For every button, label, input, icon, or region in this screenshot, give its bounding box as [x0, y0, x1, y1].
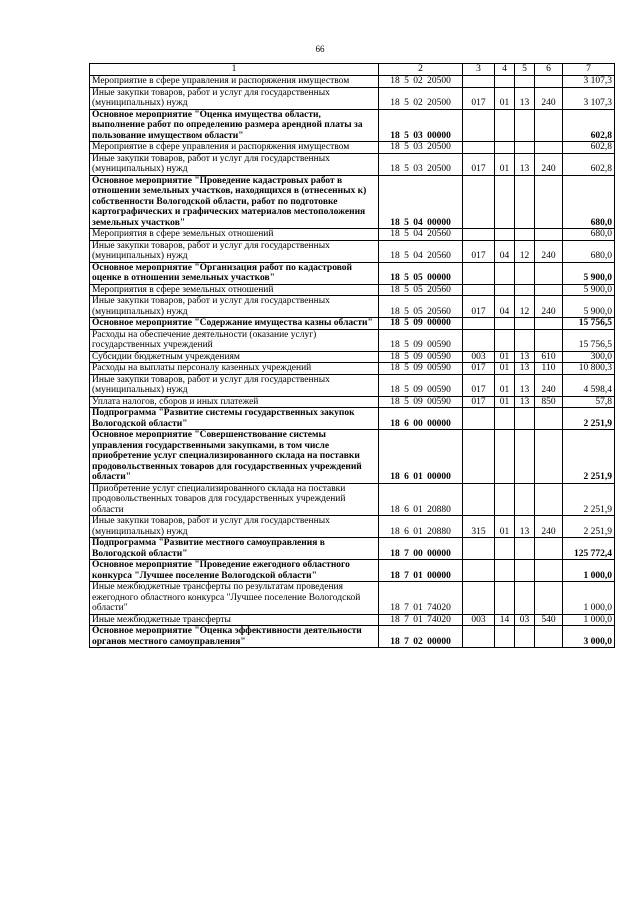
row-code-cell: 18 6 00 00000: [379, 408, 463, 430]
row-col5-cell: [515, 175, 535, 229]
row-col3-cell: 017: [463, 296, 495, 318]
row-name-cell: Приобретение услуг специализированного склада на поставки продовольственных товаров для государственных учреждений области: [90, 483, 379, 516]
row-col6-cell: [535, 408, 563, 430]
row-col5-cell: 12: [515, 240, 535, 262]
row-code-cell: 18 7 01 00000: [379, 560, 463, 582]
row-col3-cell: 315: [463, 516, 495, 538]
column-header: 4: [495, 64, 515, 76]
row-col3-cell: 017: [463, 153, 495, 175]
row-sum-cell: 15 756,5: [563, 329, 615, 351]
row-sum-cell: 15 756,5: [563, 318, 615, 330]
row-col6-cell: 240: [535, 296, 563, 318]
row-col5-cell: [515, 318, 535, 330]
row-name-cell: Основное мероприятие "Содержание имущества казны области": [90, 318, 379, 330]
row-col5-cell: 13: [515, 87, 535, 109]
row-sum-cell: 5 900,0: [563, 284, 615, 296]
table-row: [90, 175, 615, 229]
row-col3-cell: [463, 430, 495, 484]
row-col3-cell: 017: [463, 374, 495, 396]
row-col5-cell: 13: [515, 363, 535, 375]
row-col6-cell: [535, 229, 563, 241]
row-code-cell: 18 7 02 00000: [379, 626, 463, 648]
row-col5-cell: [515, 483, 535, 516]
row-col5-cell: [515, 329, 535, 351]
row-name-cell: Иные межбюджетные трансферты по результатам проведения ежегодного областного конкурса "Лучшее поселение Вологодской области": [90, 582, 379, 615]
row-col6-cell: [535, 430, 563, 484]
table-row: [90, 516, 615, 538]
row-name-cell: Мероприятия в сфере земельных отношений: [90, 229, 379, 241]
table-row: [90, 153, 615, 175]
row-code-cell: 18 5 03 20500: [379, 142, 463, 154]
row-sum-cell: 5 900,0: [563, 262, 615, 284]
row-sum-cell: 57,8: [563, 396, 615, 408]
row-col6-cell: [535, 582, 563, 615]
row-col3-cell: [463, 318, 495, 330]
row-sum-cell: 300,0: [563, 351, 615, 363]
row-code-cell: 18 7 01 74020: [379, 614, 463, 626]
budget-table: [89, 63, 615, 648]
table-row: [90, 374, 615, 396]
row-col6-cell: [535, 318, 563, 330]
table-row: [90, 614, 615, 626]
row-col6-cell: [535, 560, 563, 582]
column-header: 1: [90, 64, 379, 76]
row-col5-cell: 13: [515, 374, 535, 396]
row-col5-cell: [515, 284, 535, 296]
row-col4-cell: [495, 538, 515, 560]
row-name-cell: Основное мероприятие "Организация работ по кадастровой оценке в отношении земельных участков": [90, 262, 379, 284]
row-name-cell: Уплата налогов, сборов и иных платежей: [90, 396, 379, 408]
row-code-cell: 18 5 05 00000: [379, 262, 463, 284]
row-name-cell: Основное мероприятие "Проведение ежегодного областного конкурса "Лучшее поселение Вологодской области": [90, 560, 379, 582]
table-row: [90, 396, 615, 408]
table-body: [90, 76, 615, 648]
row-sum-cell: 3 107,3: [563, 76, 615, 88]
row-sum-cell: 125 772,4: [563, 538, 615, 560]
row-col3-cell: [463, 408, 495, 430]
row-col5-cell: [515, 229, 535, 241]
row-col4-cell: [495, 329, 515, 351]
row-col6-cell: 240: [535, 153, 563, 175]
row-name-cell: Иные закупки товаров, работ и услуг для государственных (муниципальных) нужд: [90, 240, 379, 262]
row-name-cell: Основное мероприятие "Проведение кадастровых работ в отношении земельных участков, находящихся в (отнесенных к) собственности Вологодской области, работ по подготовке картографических и графических материалов местоположения земельных участков": [90, 175, 379, 229]
row-col3-cell: [463, 560, 495, 582]
table-row: [90, 363, 615, 375]
row-col4-cell: [495, 626, 515, 648]
row-col5-cell: [515, 262, 535, 284]
row-code-cell: 18 5 02 20500: [379, 76, 463, 88]
table-row: [90, 430, 615, 484]
row-col5-cell: [515, 76, 535, 88]
table-row: [90, 626, 615, 648]
row-col3-cell: [463, 582, 495, 615]
row-code-cell: 18 5 09 00590: [379, 329, 463, 351]
row-code-cell: 18 5 03 20500: [379, 153, 463, 175]
row-sum-cell: 1 000,0: [563, 614, 615, 626]
row-code-cell: 18 5 09 00590: [379, 363, 463, 375]
table-row: [90, 76, 615, 88]
row-code-cell: 18 5 05 20560: [379, 296, 463, 318]
row-col4-cell: 01: [495, 87, 515, 109]
row-sum-cell: 602,8: [563, 142, 615, 154]
row-col4-cell: [495, 582, 515, 615]
row-col6-cell: [535, 626, 563, 648]
table-row: [90, 109, 615, 142]
row-col6-cell: 610: [535, 351, 563, 363]
row-sum-cell: 5 900,0: [563, 296, 615, 318]
table-row: [90, 329, 615, 351]
row-col6-cell: 540: [535, 614, 563, 626]
row-sum-cell: 2 251,9: [563, 408, 615, 430]
row-col5-cell: 12: [515, 296, 535, 318]
row-col4-cell: 04: [495, 240, 515, 262]
row-name-cell: Иные закупки товаров, работ и услуг для государственных (муниципальных) нужд: [90, 87, 379, 109]
table-row: [90, 560, 615, 582]
row-col3-cell: [463, 329, 495, 351]
row-col4-cell: [495, 430, 515, 484]
row-col6-cell: 240: [535, 374, 563, 396]
row-col6-cell: 110: [535, 363, 563, 375]
row-sum-cell: 2 251,9: [563, 430, 615, 484]
row-sum-cell: 3 000,0: [563, 626, 615, 648]
table-row: [90, 240, 615, 262]
row-sum-cell: 2 251,9: [563, 516, 615, 538]
row-col4-cell: [495, 284, 515, 296]
row-col4-cell: [495, 175, 515, 229]
row-col4-cell: [495, 262, 515, 284]
table-row: [90, 262, 615, 284]
row-sum-cell: 1 000,0: [563, 582, 615, 615]
row-col6-cell: [535, 76, 563, 88]
row-code-cell: 18 5 04 20560: [379, 240, 463, 262]
row-col5-cell: 13: [515, 351, 535, 363]
row-col6-cell: [535, 262, 563, 284]
row-col5-cell: [515, 430, 535, 484]
row-col4-cell: 01: [495, 516, 515, 538]
row-col3-cell: [463, 483, 495, 516]
table-row: [90, 538, 615, 560]
row-col3-cell: [463, 76, 495, 88]
row-sum-cell: 602,8: [563, 153, 615, 175]
row-col6-cell: [535, 284, 563, 296]
table-row: [90, 296, 615, 318]
row-code-cell: 18 5 05 20560: [379, 284, 463, 296]
row-col3-cell: 003: [463, 351, 495, 363]
row-name-cell: Основное мероприятие "Оценка имущества области, выполнение работ по определению размера арендной платы за пользование имуществом области": [90, 109, 379, 142]
row-col5-cell: [515, 142, 535, 154]
row-code-cell: 18 6 01 00000: [379, 430, 463, 484]
row-col3-cell: [463, 626, 495, 648]
table-header-row: [90, 64, 615, 76]
row-col4-cell: 01: [495, 153, 515, 175]
row-sum-cell: 602,8: [563, 109, 615, 142]
row-code-cell: 18 6 01 20880: [379, 483, 463, 516]
table-row: [90, 229, 615, 241]
row-col3-cell: [463, 175, 495, 229]
row-col6-cell: 240: [535, 516, 563, 538]
row-col5-cell: 13: [515, 153, 535, 175]
row-col4-cell: [495, 76, 515, 88]
table-row: [90, 142, 615, 154]
row-name-cell: Иные закупки товаров, работ и услуг для государственных (муниципальных) нужд: [90, 296, 379, 318]
table-row: [90, 87, 615, 109]
row-col6-cell: [535, 538, 563, 560]
row-col5-cell: [515, 560, 535, 582]
row-sum-cell: 3 107,3: [563, 87, 615, 109]
column-header: 3: [463, 64, 495, 76]
row-code-cell: 18 5 09 00000: [379, 318, 463, 330]
row-name-cell: Иные закупки товаров, работ и услуг для государственных (муниципальных) нужд: [90, 374, 379, 396]
row-col4-cell: [495, 109, 515, 142]
row-col5-cell: [515, 538, 535, 560]
row-col3-cell: [463, 284, 495, 296]
row-name-cell: Мероприятия в сфере земельных отношений: [90, 284, 379, 296]
row-col4-cell: [495, 229, 515, 241]
row-col3-cell: [463, 262, 495, 284]
row-col5-cell: [515, 626, 535, 648]
row-sum-cell: 4 598,4: [563, 374, 615, 396]
table-row: [90, 318, 615, 330]
row-code-cell: 18 5 09 00590: [379, 351, 463, 363]
row-sum-cell: 2 251,9: [563, 483, 615, 516]
column-header: 5: [515, 64, 535, 76]
row-name-cell: Иные межбюджетные трансферты: [90, 614, 379, 626]
row-col4-cell: [495, 318, 515, 330]
row-col6-cell: [535, 109, 563, 142]
table-row: [90, 351, 615, 363]
table-row: [90, 582, 615, 615]
row-col3-cell: 017: [463, 396, 495, 408]
row-name-cell: Расходы на выплаты персоналу казенных учреждений: [90, 363, 379, 375]
row-col6-cell: 240: [535, 240, 563, 262]
row-col6-cell: 240: [535, 87, 563, 109]
row-col6-cell: 850: [535, 396, 563, 408]
row-col6-cell: [535, 142, 563, 154]
row-sum-cell: 1 000,0: [563, 560, 615, 582]
row-col5-cell: [515, 582, 535, 615]
row-name-cell: Подпрограмма "Развитие системы государственных закупок Вологодской области": [90, 408, 379, 430]
row-col5-cell: [515, 109, 535, 142]
column-header: 2: [379, 64, 463, 76]
column-header: 7: [563, 64, 615, 76]
row-col4-cell: 01: [495, 396, 515, 408]
row-code-cell: 18 5 04 00000: [379, 175, 463, 229]
row-name-cell: Иные закупки товаров, работ и услуг для государственных (муниципальных) нужд: [90, 153, 379, 175]
row-code-cell: 18 7 01 74020: [379, 582, 463, 615]
row-col4-cell: 01: [495, 363, 515, 375]
row-name-cell: Субсидии бюджетным учреждениям: [90, 351, 379, 363]
row-col3-cell: [463, 109, 495, 142]
row-col3-cell: 017: [463, 240, 495, 262]
row-name-cell: Мероприятие в сфере управления и распоряжения имуществом: [90, 142, 379, 154]
row-name-cell: Основное мероприятие "Совершенствование системы управления государственными закупками, в том числе приобретение услуг специализированного склада на поставки продовольственных товаров для государственных учреждений области": [90, 430, 379, 484]
row-col4-cell: [495, 560, 515, 582]
row-col4-cell: [495, 483, 515, 516]
row-col4-cell: [495, 408, 515, 430]
table-row: [90, 284, 615, 296]
row-col5-cell: 13: [515, 516, 535, 538]
row-col5-cell: 03: [515, 614, 535, 626]
row-col3-cell: [463, 538, 495, 560]
row-col6-cell: [535, 483, 563, 516]
row-name-cell: Иные закупки товаров, работ и услуг для государственных (муниципальных) нужд: [90, 516, 379, 538]
row-col5-cell: 13: [515, 396, 535, 408]
row-col3-cell: 003: [463, 614, 495, 626]
row-col3-cell: 017: [463, 87, 495, 109]
row-col3-cell: [463, 229, 495, 241]
row-code-cell: 18 5 02 20500: [379, 87, 463, 109]
row-name-cell: Мероприятие в сфере управления и распоряжения имуществом: [90, 76, 379, 88]
row-sum-cell: 680,0: [563, 175, 615, 229]
row-code-cell: 18 5 04 20560: [379, 229, 463, 241]
row-code-cell: 18 5 03 00000: [379, 109, 463, 142]
row-sum-cell: 680,0: [563, 229, 615, 241]
row-col3-cell: 017: [463, 363, 495, 375]
row-code-cell: 18 5 09 00590: [379, 396, 463, 408]
table-row: [90, 483, 615, 516]
row-col4-cell: 01: [495, 374, 515, 396]
column-header: 6: [535, 64, 563, 76]
row-col6-cell: [535, 329, 563, 351]
row-col6-cell: [535, 175, 563, 229]
table-row: [90, 408, 615, 430]
page-number: 66: [315, 44, 325, 54]
row-name-cell: Расходы на обеспечение деятельности (оказание услуг) государственных учреждений: [90, 329, 379, 351]
row-sum-cell: 10 800,3: [563, 363, 615, 375]
row-name-cell: Основное мероприятие "Оценка эффективности деятельности органов местного самоуправления": [90, 626, 379, 648]
row-col4-cell: [495, 142, 515, 154]
row-col5-cell: [515, 408, 535, 430]
row-code-cell: 18 5 09 00590: [379, 374, 463, 396]
row-code-cell: 18 6 01 20880: [379, 516, 463, 538]
row-col4-cell: 01: [495, 351, 515, 363]
row-col3-cell: [463, 142, 495, 154]
row-col4-cell: 14: [495, 614, 515, 626]
row-code-cell: 18 7 00 00000: [379, 538, 463, 560]
row-col4-cell: 04: [495, 296, 515, 318]
row-sum-cell: 680,0: [563, 240, 615, 262]
row-name-cell: Подпрограмма "Развитие местного самоуправления в Вологодской области": [90, 538, 379, 560]
